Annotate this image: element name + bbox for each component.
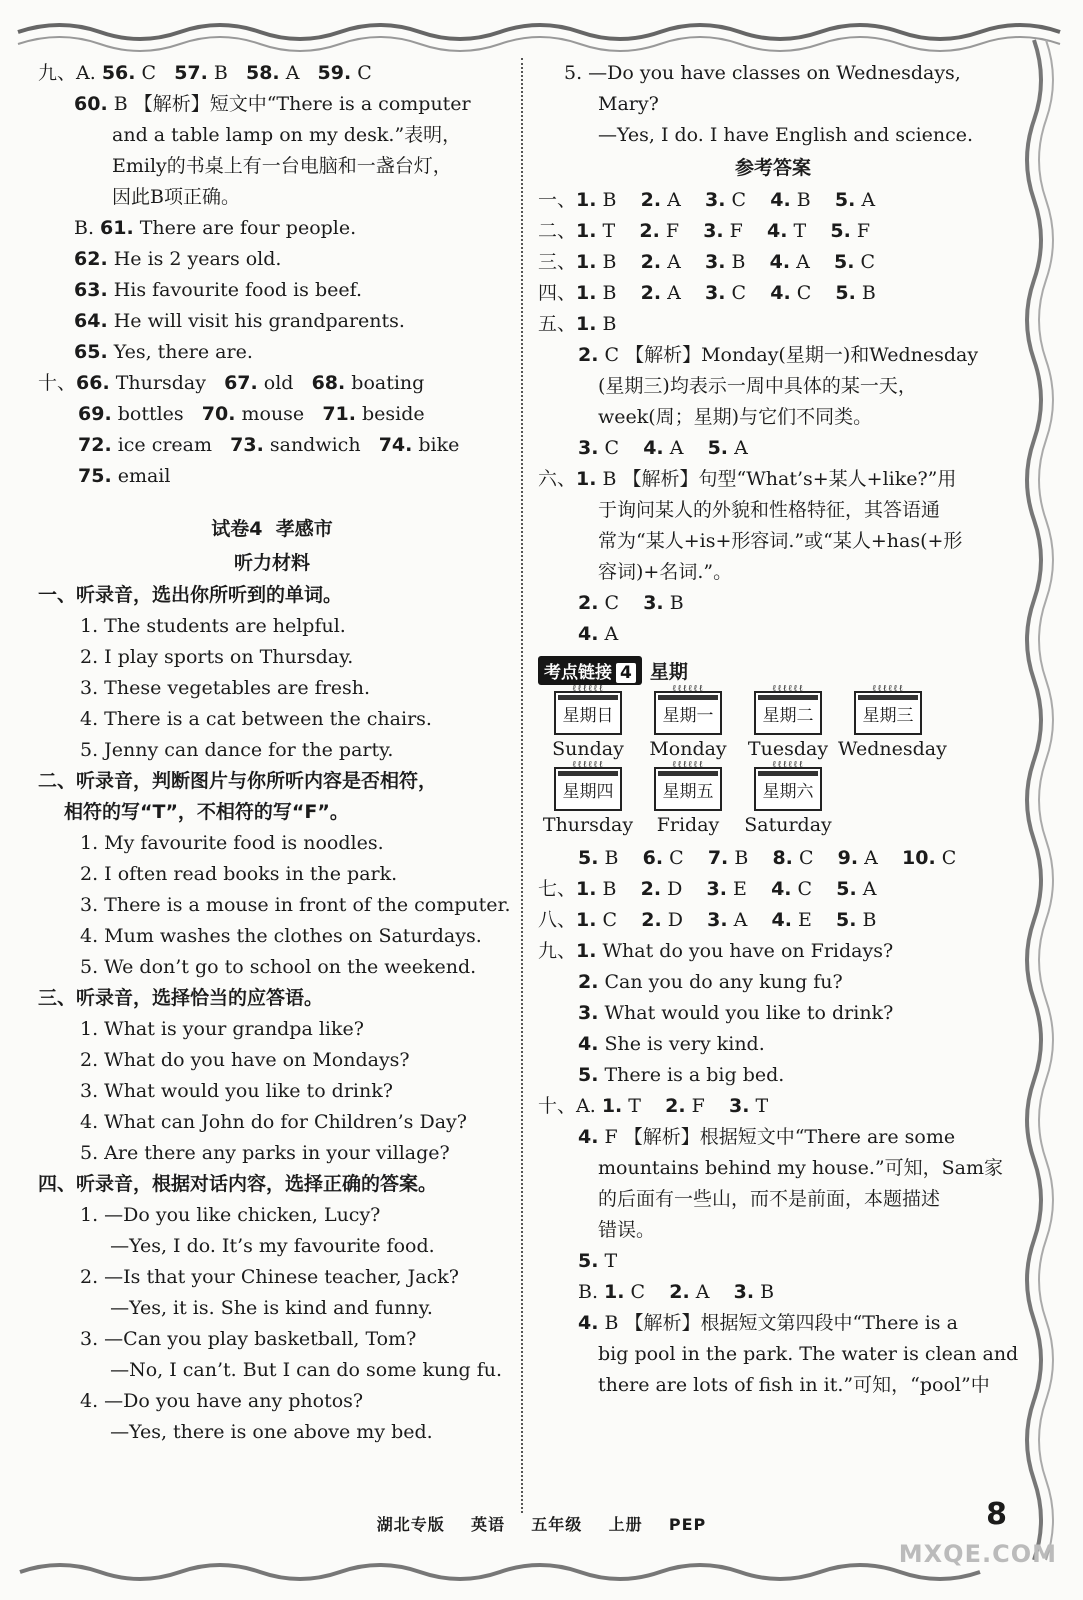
right_bottom-line: 2. Can you do any kung fu?: [578, 971, 843, 993]
weekday-en: Thursday: [542, 814, 634, 836]
right_bottom-line: 七、1. B 2. D 3. E 4. C 5. A: [538, 878, 877, 900]
right_top-line: 六、1. B 【解析】句型“What’s+某人+like?”用: [538, 468, 957, 490]
left-line: 2. I often read books in the park.: [80, 863, 398, 885]
right_bottom-line: 的后面有一些山，而不是前面，本题描述: [598, 1188, 941, 1210]
right-column: [538, 58, 1019, 1401]
weekday-en: Tuesday: [747, 738, 829, 760]
left-line: 1. My favourite food is noodles.: [80, 832, 384, 854]
right_top-line: 一、1. B 2. A 3. C 4. B 5. A: [538, 189, 876, 211]
right_bottom-line: there are lots of fish in it.”可知，“pool”中: [598, 1374, 990, 1396]
right_top-line: 于询问某人的外貌和性格特征，其答语通: [598, 499, 941, 521]
left-line: 2. What do you have on Mondays?: [80, 1049, 410, 1071]
right_top-line: 容词)+名词.”。: [598, 561, 733, 583]
left-line: 3. There is a mouse in front of the computer.: [80, 894, 511, 916]
weekday-calendar: [838, 684, 947, 763]
right_top-line: 三、1. B 2. A 3. B 4. A 5. C: [538, 251, 876, 273]
calendar-icon: ℓℓℓℓℓℓ 星期六: [754, 767, 822, 811]
left-line: —Yes, it is. She is kind and funny.: [98, 1297, 433, 1319]
calendar-icon: ℓℓℓℓℓℓ 星期日: [554, 691, 622, 735]
right_bottom-line: 4. B 【解析】根据短文第四段中“There is a: [578, 1312, 958, 1334]
weekday-zh: 星期五: [662, 782, 714, 802]
right_bottom-line: 4. She is very kind.: [578, 1033, 765, 1055]
left-line: —No, I can’t. But I can do some kung fu.: [98, 1359, 503, 1381]
right_top-line: 3. C 4. A 5. A: [578, 437, 748, 459]
left-line: and a table lamp on my desk.”表明，: [112, 124, 462, 146]
weekday-en: Wednesday: [838, 738, 947, 760]
right_bottom-line: 5. T: [578, 1250, 618, 1272]
right_bottom-line: 八、1. C 2. D 3. A 4. E 5. B: [538, 909, 877, 931]
calendar-icon: ℓℓℓℓℓℓ 星期四: [554, 767, 622, 811]
left-line: 十、66. Thursday 67. old 68. boating: [38, 372, 425, 394]
left-line: 60. B 【解析】短文中“There is a computer: [74, 93, 471, 115]
right_top-line: Mary?: [598, 93, 659, 115]
left-line: 2. I play sports on Thursday.: [80, 646, 354, 668]
left-line: 2. —Is that your Chinese teacher, Jack?: [80, 1266, 459, 1288]
left-column: [38, 58, 511, 1448]
page-number: 8: [986, 1497, 1007, 1532]
left-line: 72. ice cream 73. sandwich 74. bike: [78, 434, 460, 456]
answer-key-bottom: [538, 843, 1019, 1401]
left-line: —Yes, I do. It’s my favourite food.: [98, 1235, 435, 1257]
right_bottom-line: mountains behind my house.”可知，Sam家: [598, 1157, 1003, 1179]
left-line: 三、听录音，选择恰当的应答语。: [38, 987, 324, 1009]
left-line: 相符的写“T”，不相符的写“F”。: [64, 801, 349, 823]
page-footer: 湖北专版 英语 五年级 上册 PEP: [376, 1515, 707, 1534]
right_top-line: 五、1. B: [538, 313, 617, 335]
left-line: 63. His favourite food is beef.: [74, 279, 363, 301]
right_top-line: 四、1. B 2. A 3. C 4. C 5. B: [538, 282, 876, 304]
right_bottom-line: B. 1. C 2. A 3. B: [578, 1281, 775, 1303]
weekday-calendar: [538, 684, 638, 763]
weekday-calendar-row-1: [538, 684, 1008, 767]
left-line: 1. What is your grandpa like?: [80, 1018, 364, 1040]
left-line: 4. There is a cat between the chairs.: [80, 708, 432, 730]
left-line: 64. He will visit his grandparents.: [74, 310, 405, 332]
weekday-zh: 星期二: [762, 706, 814, 726]
left-line: 试卷4 孝感市: [211, 518, 333, 540]
left-line: 4. What can John do for Children’s Day?: [80, 1111, 467, 1133]
left-line: [38, 492, 506, 512]
weekday-zh: 星期日: [562, 706, 614, 726]
left-line: 3. These vegetables are fresh.: [80, 677, 371, 699]
left-line: 3. —Can you play basketball, Tom?: [80, 1328, 417, 1350]
right_bottom-line: big pool in the park. The water is clean and: [598, 1343, 1019, 1365]
right_top-line: 常为“某人+is+形容词.”或“某人+has(+形: [598, 530, 963, 552]
weekday-calendar: [638, 684, 738, 763]
weekday-zh: 星期六: [762, 782, 814, 802]
left-line: 四、听录音，根据对话内容，选择正确的答案。: [38, 1173, 438, 1195]
kaodian-link: [538, 656, 1008, 685]
right_bottom-line: 3. What would you like to drink?: [578, 1002, 894, 1024]
left-line: 62. He is 2 years old.: [74, 248, 282, 270]
left-line: 一、听录音，选出你所听到的单词。: [38, 584, 343, 606]
weekday-en: Monday: [649, 738, 727, 760]
left-line: 65. Yes, there are.: [74, 341, 253, 363]
right_bottom-line: 九、1. What do you have on Fridays?: [538, 940, 894, 962]
kaodian-title: 星期: [649, 661, 688, 683]
weekday-zh: 星期四: [562, 782, 614, 802]
left-line: 1. —Do you like chicken, Lucy?: [80, 1204, 381, 1226]
right_bottom-line: 十、A. 1. T 2. F 3. T: [538, 1095, 769, 1117]
left-line: 4. Mum washes the clothes on Saturdays.: [80, 925, 482, 947]
right_bottom-line: 5. There is a big bed.: [578, 1064, 785, 1086]
right_top-line: 4. A: [578, 623, 619, 645]
watermark: MXQE.COM: [898, 1540, 1057, 1568]
left-line: 因此B项正确。: [112, 186, 240, 208]
right_top-line: 二、1. T 2. F 3. F 4. T 5. F: [538, 220, 871, 242]
right_bottom-line: 4. F 【解析】根据短文中“There are some: [578, 1126, 956, 1148]
weekday-calendar: [738, 760, 838, 839]
weekday-en: Friday: [656, 814, 720, 836]
answer-key-top: [538, 58, 1008, 650]
left-line: 二、听录音，判断图片与你所听内容是否相符，: [38, 770, 438, 792]
left-line: 75. email: [78, 465, 171, 487]
left-line: 69. bottles 70. mouse 71. beside: [78, 403, 425, 425]
left-line: 5. We don’t go to school on the weekend.: [80, 956, 477, 978]
weekday-zh: 星期三: [862, 706, 914, 726]
left-line: B. 61. There are four people.: [74, 217, 357, 239]
left-line: Emily的书桌上有一台电脑和一盏台灯，: [112, 155, 452, 177]
weekday-calendar: [538, 760, 638, 839]
right_top-line: 2. C 3. B: [578, 592, 684, 614]
weekday-calendar-row-2: [538, 760, 1008, 843]
kaodian-badge: 考点链接 4: [538, 656, 642, 685]
left-line: 听力材料: [233, 552, 310, 574]
weekday-en: Sunday: [552, 738, 624, 760]
right_bottom-line: 5. B 6. C 7. B 8. C 9. A 10. C: [578, 847, 957, 869]
calendar-icon: ℓℓℓℓℓℓ 星期三: [854, 691, 922, 735]
weekday-calendar: [738, 684, 838, 763]
left-line: 4. —Do you have any photos?: [80, 1390, 364, 1412]
weekday-calendar: [638, 760, 738, 839]
right_top-line: (星期三)均表示一周中具体的某一天，: [598, 375, 917, 397]
right_top-line: —Yes, I do. I have English and science.: [598, 124, 974, 146]
calendar-icon: ℓℓℓℓℓℓ 星期五: [654, 767, 722, 811]
calendar-icon: ℓℓℓℓℓℓ 星期一: [654, 691, 722, 735]
right_top-line: 2. C 【解析】Monday(星期一)和Wednesday: [578, 344, 979, 366]
right_top-line: 5. —Do you have classes on Wednesdays,: [564, 62, 961, 84]
left-line: 5. Jenny can dance for the party.: [80, 739, 394, 761]
left-line: 5. Are there any parks in your village?: [80, 1142, 450, 1164]
weekday-zh: 星期一: [662, 706, 714, 726]
weekday-en: Saturday: [744, 814, 832, 836]
calendar-icon: ℓℓℓℓℓℓ 星期二: [754, 691, 822, 735]
left-line: 1. The students are helpful.: [80, 615, 346, 637]
right_bottom-line: 错误。: [598, 1219, 656, 1241]
right_top-line: 参考答案: [734, 157, 811, 179]
left-line: 3. What would you like to drink?: [80, 1080, 393, 1102]
left-line: —Yes, there is one above my bed.: [98, 1421, 433, 1443]
right_top-line: week(周；星期)与它们不同类。: [598, 406, 873, 428]
left-line: 九、A. 56. C 57. B 58. A 59. C: [38, 62, 372, 84]
column-divider: [521, 58, 523, 1513]
